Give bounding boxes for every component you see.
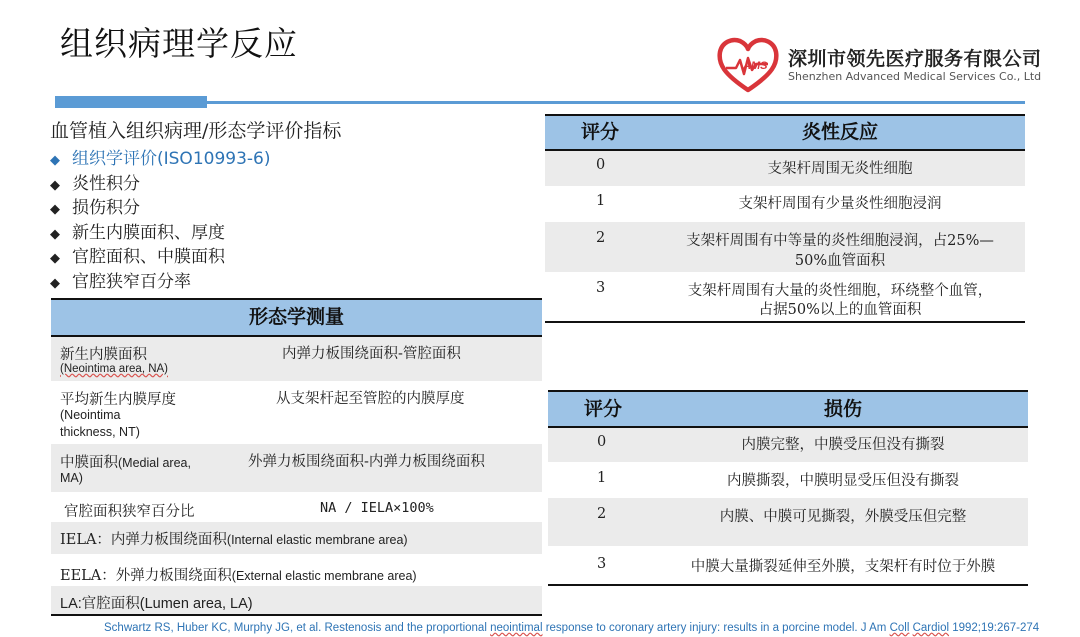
row-name-en: MA) — [60, 471, 83, 485]
desc-cell: 内膜撕裂，中膜明显受压但没有撕裂 — [727, 473, 959, 489]
row-name-en: (Neointima area, NA) — [60, 363, 169, 375]
table-header: 形态学测量 — [51, 300, 542, 335]
row-name: 平均新生内膜厚度 — [60, 392, 176, 408]
section-subtitle: 血管植入组织病理/形态学评价指标 — [50, 120, 342, 142]
score-cell: 3 — [597, 556, 607, 572]
list-item: ◆ 新生内膜面积、厚度 — [50, 222, 270, 247]
header-rule-accent — [55, 96, 207, 108]
row-name: 新生内膜面积 — [60, 347, 147, 363]
table-bottom-rule — [51, 614, 542, 616]
col-score-header: 评分 — [583, 398, 622, 420]
company-name-cn: 深圳市领先医疗服务有限公司 — [788, 48, 1042, 70]
row-formula: NA / IELA×100% — [320, 500, 434, 516]
score-cell: 1 — [597, 470, 607, 486]
score-cell: 1 — [596, 193, 606, 209]
company-logo-heart-icon — [716, 36, 780, 94]
reference-citation: Schwartz RS, Huber KC, Murphy JG, et al. Restenosis and the proportional neointimal response to coronary artery injury: results in a porcine model. J Am Coll Cardiol 1992;19:267-274 — [104, 622, 1040, 634]
note-eela: EELA：外弹力板围绕面积(External elastic membrane area) — [60, 568, 417, 584]
desc-cell: 支架杆周围无炎性细胞 — [767, 161, 913, 177]
row-name-en: thickness, NT) — [60, 425, 140, 439]
list-item: ◆ 炎性积分 — [50, 173, 270, 198]
criteria-list — [50, 148, 270, 295]
desc-cell: 支架杆周围有中等量的炎性细胞浸润，占25%— — [686, 233, 994, 249]
desc-cell: 中膜大量撕裂延伸至外膜，支架杆有时位于外膜 — [690, 559, 996, 575]
row-name: 官腔面积狭窄百分比 — [64, 504, 195, 520]
table-bottom-rule — [548, 584, 1028, 586]
score-cell: 2 — [597, 506, 607, 522]
diamond-bullet-icon: ◆ — [50, 153, 60, 168]
diamond-bullet-icon: ◆ — [50, 251, 60, 266]
score-cell: 0 — [596, 157, 606, 173]
diamond-bullet-icon: ◆ — [50, 202, 60, 217]
logo-mark-text: AMS — [743, 60, 768, 72]
desc-cell: 支架杆周围有大量的炎性细胞，环绕整个血管， — [687, 283, 993, 299]
list-item: ◆ 损伤积分 — [50, 197, 270, 222]
diamond-bullet-icon: ◆ — [50, 275, 60, 291]
desc-cell: 50%血管面积 — [794, 253, 886, 269]
row-formula: 内弹力板围绕面积-管腔面积 — [282, 346, 461, 362]
row-formula: 从支架杆起至管腔的内膜厚度 — [276, 391, 465, 407]
desc-cell: 支架杆周围有少量炎性细胞浸润 — [738, 196, 942, 212]
list-item: ◆ 官腔狭窄百分率 — [50, 271, 270, 296]
score-cell: 0 — [597, 434, 607, 450]
col-score-header: 评分 — [580, 121, 619, 143]
score-cell: 2 — [596, 230, 606, 246]
diamond-bullet-icon: ◆ — [50, 177, 60, 193]
list-item: ◆ 官腔面积、中膜面积 — [50, 246, 270, 271]
table-bottom-rule — [545, 321, 1025, 323]
col-injury-header: 损伤 — [823, 398, 862, 420]
row-name: 中膜面积(Medial area, — [60, 455, 191, 471]
row-formula: 外弹力板围绕面积-内弹力板围绕面积 — [248, 454, 485, 470]
row-name-en: (Neointima — [60, 408, 121, 422]
desc-cell: 内膜完整，中膜受压但没有撕裂 — [741, 437, 945, 453]
diamond-bullet-icon: ◆ — [50, 226, 60, 242]
list-item: ◆ 组织学评价(ISO10993-6) — [50, 148, 270, 173]
company-name-en: Shenzhen Advanced Medical Services Co., Ltd — [788, 70, 1042, 83]
note-la: LA:官腔面积(Lumen area, LA) — [60, 596, 253, 612]
page-title: 组织病理学反应 — [60, 24, 298, 63]
col-inflammation-header: 炎性反应 — [801, 121, 878, 143]
score-cell: 3 — [596, 280, 606, 296]
note-iela: IELA：内弹力板围绕面积(Internal elastic membrane area) — [60, 532, 408, 548]
desc-cell: 内膜、中膜可见撕裂，外膜受压但完整 — [719, 509, 967, 525]
desc-cell: 占据50%以上的血管面积 — [758, 302, 922, 318]
